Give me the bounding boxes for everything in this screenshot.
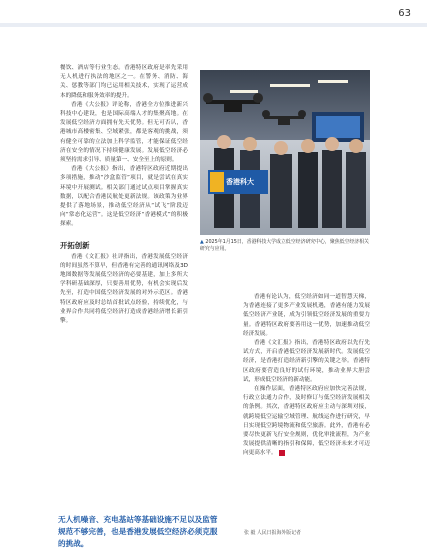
paragraph: 香港《大公报》指出，香港特区政府近期提出多项措施，推动“沙盒监管”项目，就是尝试在真实环境中开展测试。相关部门通过试点项目掌握真实数据，以配合香港民航处更新法规。该政策为业界提供了落地场景，推动低空经济从“试飞”阶段迈向“常态化运营”。这是低空经济“香港模式”的积极探索。 xyxy=(60,166,188,228)
right-column xyxy=(243,293,370,459)
page-number: 63 xyxy=(398,8,411,19)
end-mark: 完 xyxy=(279,450,285,456)
paragraph: 香港《大公报》评论称，香港全方位推进新兴科技中心建设，也是国际高端人才的集聚高地。在发展低空经济方面拥有先天优势。但无可否认，香港城市高楼密集、空域紧张，都是客观的挑战，须有健全可靠的立法加上科学监管，才能保证低空经济在安全的情况下持续健康发展。发展低空经济必须坚持需求引导、质量第一、安全至上的原则。 xyxy=(60,101,188,164)
top-rule xyxy=(0,23,427,27)
paragraph: 香港《文汇报》指出，香港特区政府以先行先试方式，开启香港低空经济发展新时代。发展低空经济，是香港打造经济新引擎的关键之举。香港特区政府要营造良好的试行环境，推动业界大胆尝试，形成低空经济的新动能。 xyxy=(243,340,370,383)
banner-label: 香港科大 xyxy=(226,178,254,186)
event-photo xyxy=(200,70,370,235)
paragraph-text: 在操作层面，香港特区政府应加快完善法规，行政立法通力合作，及时修订与低空经济发展相关的条例。其次，香港特区政府应主动与深圳对接，就跨境低空运输空域管理、航线运作进行研究，早日实现低空跨境物流和低空旅游。此外，香港有必要尽快更新飞行安全规则，优化审批流程，为产业发展提供清晰的指引和保障，低空经济未来才可迈向更高水平。 xyxy=(243,386,370,457)
triangle-marker-icon: ▲ xyxy=(200,239,204,245)
byline: 张 毅 人民日报海外版记者 xyxy=(244,530,301,536)
paragraph: 香港有论认为，低空经济如同一道智慧天梯，为香港连接了更多产业发展机遇，香港有能力发展低空经济产业链，成为引领低空经济发展的重要力量。香港特区政府要善用这一优势，加速推动低空经济发展。 xyxy=(243,294,370,337)
paragraph: 餐饮、酒店等行业生态。香港特区政府是率先采用无人机进行执法的地区之一。在警务、消防、海关、惩教等部门均已运用相关技术，实现了运营成本的降低和服务效率的提升。 xyxy=(60,65,188,99)
photo-caption xyxy=(200,239,370,254)
left-column xyxy=(60,64,188,326)
paragraph: 香港《文汇报》社评指出，香港发展低空经济的时间虽然不算早，但香港有完善的通讯网络及3D地图数据等发展低空经济的必要基建，加上多所大学科研基础深厚，只要善用优势，有机会实现后发先至，打造中国低空经济发展的对外示范区。香港特区政府应及时总结首批试点经验，持续优化，与业界合作共同将低空经济打造成香港经济增长新引擎。 xyxy=(60,253,188,325)
paragraph xyxy=(243,385,370,459)
highlight-quote: 无人机噪音、充电基站等基础设施不足以及监管规范不够完善，也是香港发展低空经济必须克服的挑战。 xyxy=(58,515,218,548)
section-heading: 开拓创新 xyxy=(60,240,90,250)
caption-text: 2025年1月15日，香港科技大学成立低空经济研究中心，聚焦低空经济相关研究与应用。 xyxy=(200,239,369,253)
